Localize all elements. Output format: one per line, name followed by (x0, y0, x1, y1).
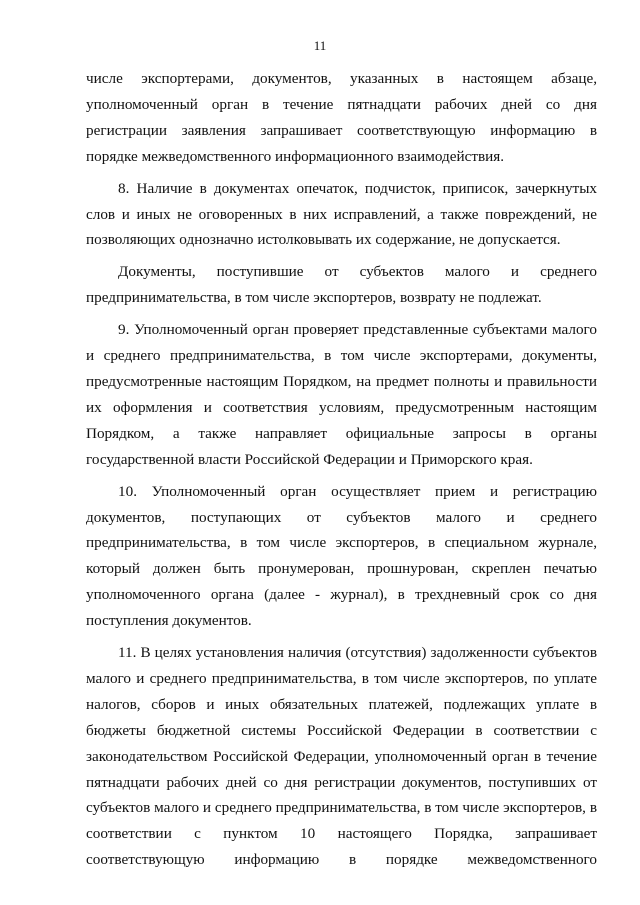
paragraph-documents-not-returned: Документы, поступившие от субъектов малого и среднего предпринимательства, в том числе экспортеров, возврату не подлежат. (86, 263, 597, 307)
document-body (86, 66, 597, 873)
paragraph-10: 10. Уполномоченный орган осуществляет прием и регистрацию документов, поступающих от субъектов малого и среднего предпринимательства, в том числе экспортеров, в специальном журнале, который должен быть пронумерован, прошнурован, скреплен печатью уполномоченного органа (далее - журнал), в трехдневный срок со дня поступления документов. (86, 482, 597, 630)
paragraph-continuation: числе экспортерами, документов, указанных в настоящем абзаце, уполномоченный орган в течение пятнадцати рабочих дней со дня регистрации заявления запрашивает соответствующую информацию в порядке межведомственного информационного взаимодействия. (86, 70, 597, 165)
paragraph-8: 8. Наличие в документах опечаток, подчисток, приписок, зачеркнутых слов и иных не оговоренных в них исправлений, а также повреждений, не позволяющих однозначно истолковывать их содержание, не допускается. (86, 179, 597, 249)
page-number: 11 (313, 38, 327, 53)
paragraph-9: 9. Уполномоченный орган проверяет представленные субъектами малого и среднего предпринимательства, в том числе экспортерами, документы, предусмотренные настоящим Порядком, на предмет полноты и правильности их оформления и соответствия условиям, предусмотренным настоящим Порядком, а также направляет официальные запросы в органы государственной власти Российской Федерации и Приморского края. (86, 321, 597, 468)
paragraph-11: 11. В целях установления наличия (отсутствия) задолженности субъектов малого и среднего предпринимательства, в том числе экспортеров, по уплате налогов, сборов и иных обязательных платежей, подлежащих уплате в бюджеты бюджетной системы Российской Федерации в соответствии с законодательством Российской Федерации, уполномоченный орган в течение пятнадцати рабочих дней со дня регистрации документов, поступивших от субъектов малого и среднего предпринимательства, в том числе экспортеров, в соответствии с пунктом 10 настоящего Порядка, запрашивает соответствующую информацию в порядке межведомственного (86, 644, 597, 869)
